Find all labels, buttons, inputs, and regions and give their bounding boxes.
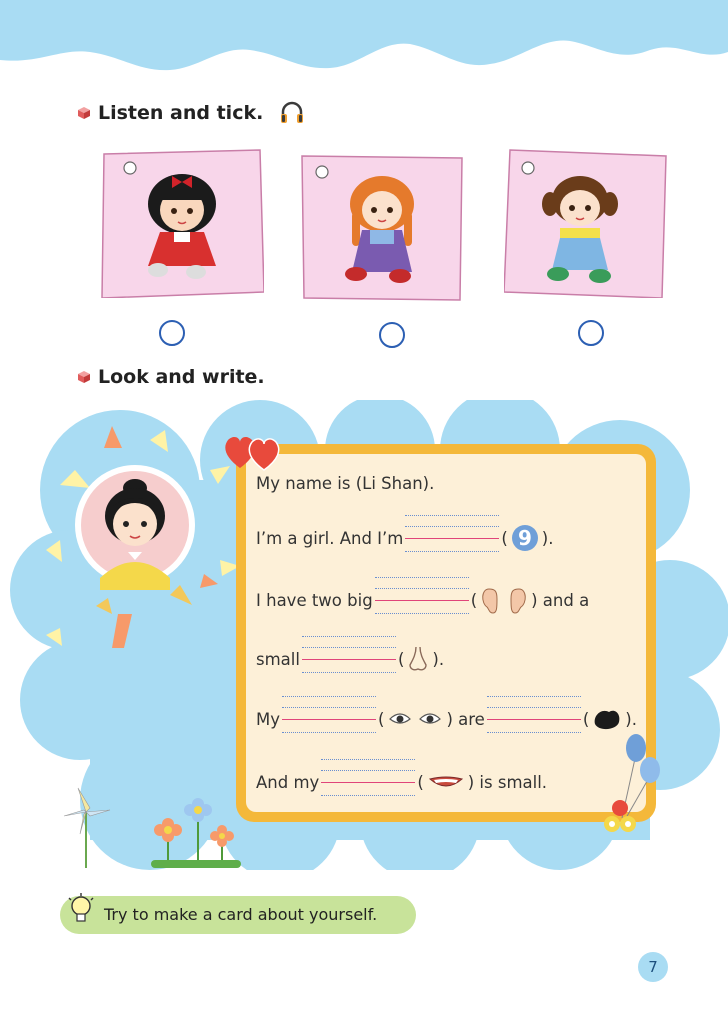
tick-circle-2[interactable] bbox=[379, 322, 405, 348]
answer-blank-ears[interactable] bbox=[375, 589, 469, 611]
line2-text: I’m a girl. And I’m bbox=[256, 528, 404, 548]
card-line-eyes: My ( ) are ( ). bbox=[256, 706, 637, 732]
top-sky-decoration bbox=[0, 0, 728, 80]
girl-portrait bbox=[70, 460, 200, 590]
section-title-listen bbox=[78, 100, 305, 126]
tick-circle-1[interactable] bbox=[159, 320, 185, 346]
tick-circle-3[interactable] bbox=[578, 320, 604, 346]
profile-card bbox=[246, 454, 646, 812]
flower-blue bbox=[184, 798, 212, 868]
card-line-name bbox=[256, 474, 434, 493]
card-line-nose: small ( ). bbox=[256, 645, 444, 673]
eyes-icon bbox=[386, 707, 444, 731]
answer-blank-age[interactable] bbox=[405, 527, 499, 549]
cube-bullet-icon bbox=[78, 107, 90, 119]
answer-blank-nose[interactable] bbox=[302, 648, 396, 670]
doll-card-3 bbox=[504, 148, 668, 298]
card-line-age: I’m a girl. And I’m ( 9 ). bbox=[256, 523, 553, 553]
flowers-decoration bbox=[56, 782, 246, 868]
line5-mid: ) are bbox=[446, 709, 485, 729]
card-line-ears: I have two big ( ) and a bbox=[256, 585, 589, 615]
cube-bullet-icon bbox=[78, 371, 90, 383]
balloons-decoration bbox=[600, 732, 666, 838]
doll-card-2 bbox=[300, 152, 464, 302]
line1-text: My name is (Li Shan). bbox=[256, 474, 435, 493]
nose-icon bbox=[406, 645, 430, 673]
answer-blank-color[interactable] bbox=[487, 708, 581, 730]
tip-text: Try to make a card about yourself. bbox=[104, 905, 378, 924]
section2-title-text: Look and write. bbox=[98, 366, 265, 388]
section1-title-text: Listen and tick. bbox=[98, 102, 264, 124]
line4-text: small bbox=[256, 649, 300, 669]
line3-text: I have two big bbox=[256, 590, 373, 610]
mouth-icon bbox=[426, 771, 466, 793]
ears-icon bbox=[479, 585, 529, 615]
line6-text: And my bbox=[256, 772, 320, 792]
svg-text:9: 9 bbox=[517, 526, 532, 550]
line6-tail: ) is small. bbox=[467, 772, 548, 792]
windmill bbox=[64, 788, 110, 868]
page-number: 7 bbox=[638, 952, 668, 982]
answer-blank-mouth[interactable] bbox=[321, 771, 415, 793]
hearts-icon bbox=[222, 430, 286, 472]
black-paint-icon bbox=[591, 706, 623, 732]
lightbulb-icon bbox=[66, 892, 96, 926]
number-nine-icon bbox=[510, 523, 540, 553]
line5-text: My bbox=[256, 709, 281, 729]
card-line-mouth: And my ( ) is small. bbox=[256, 771, 547, 793]
line3-tail: ) and a bbox=[531, 590, 590, 610]
headphones-icon[interactable] bbox=[279, 100, 305, 126]
section-title-look bbox=[78, 366, 265, 388]
answer-blank-eyes[interactable] bbox=[282, 708, 376, 730]
doll-card-1 bbox=[100, 148, 264, 298]
